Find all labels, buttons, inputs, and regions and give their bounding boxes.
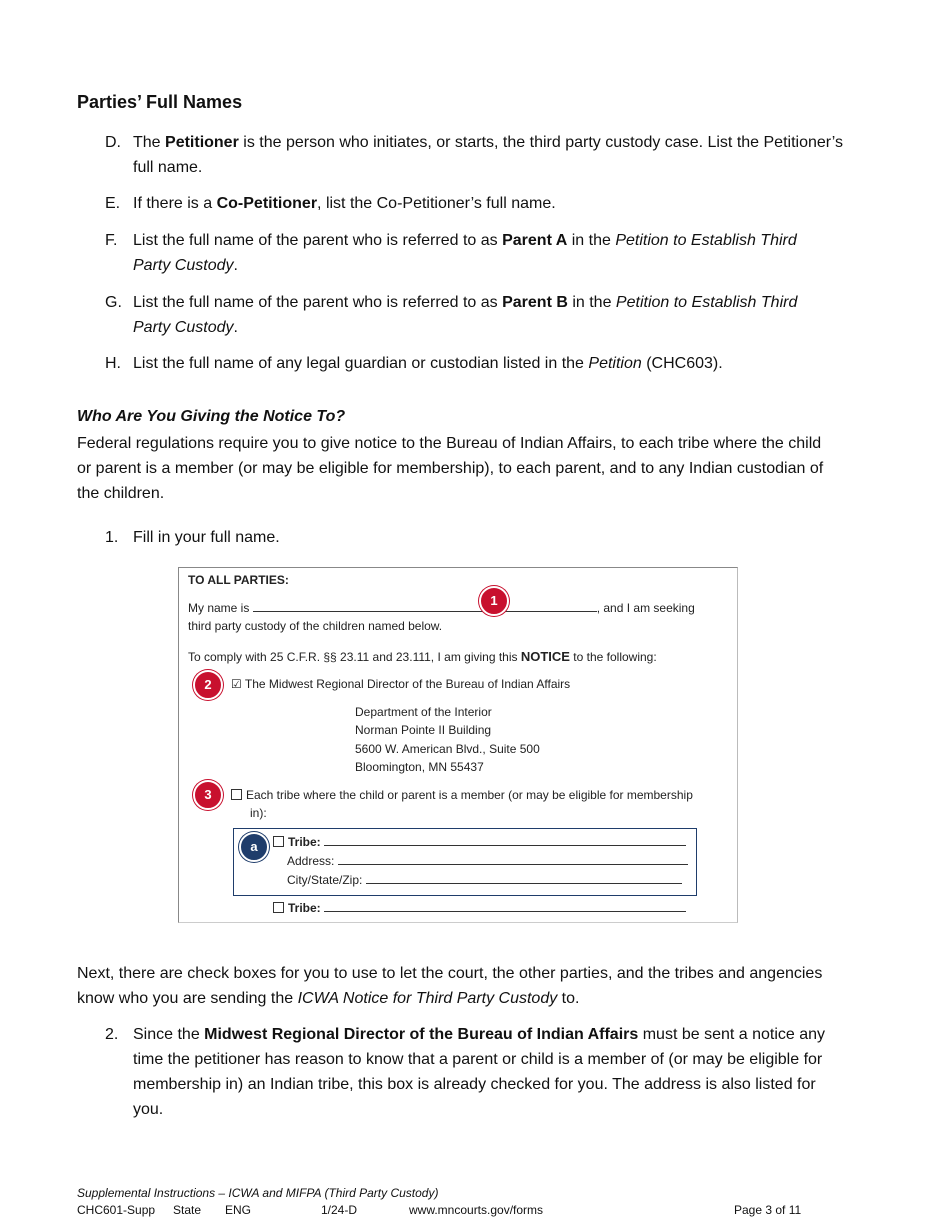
notice-paragraph: Federal regulations require you to give notice to the Bureau of Indian Affairs, to each tribe where the child or parent is a member (or may be eligible for membership), to each parent, and to any Indian custodian of the children. — [77, 435, 824, 502]
address-field: Address: — [287, 852, 688, 870]
footer-form-code: CHC601-Supp — [77, 1203, 156, 1217]
after-paragraph: Next, there are check boxes for you to use to let the court, the other parties, and the tribes and angencies know who you are sending the ICWA Notice for Third Party Custody to. — [77, 965, 823, 1007]
item-marker: D. — [105, 134, 121, 151]
tribe-entry-checkbox — [273, 836, 284, 847]
item-d-text: The Petitioner is the person who initiates, or starts, the third party custody case. List the Petitioner’s full name. — [133, 134, 843, 176]
footer-title: Supplemental Instructions – ICWA and MIFPA (Third Party Custody) — [77, 1186, 439, 1200]
bia-address-line: 5600 W. American Blvd., Suite 500 — [355, 742, 540, 756]
item-marker: G. — [105, 294, 122, 311]
step2-text: Since the Midwest Regional Director of the Bureau of Indian Affairs must be sent a notice any time the petitioner has reason to know that a parent or child is a member of (or may be eligible for membership in) an Indian tribe, this box is already checked for you. The address is also listed for you. — [133, 1026, 826, 1118]
badge-3: 3 — [193, 780, 223, 810]
step-marker: 2. — [105, 1026, 119, 1043]
item-h-text: List the full name of any legal guardian or custodian listed in the Petition (CHC603). — [133, 355, 723, 372]
item-marker: E. — [105, 195, 121, 212]
notice-subheading: Who Are You Giving the Notice To? — [77, 408, 346, 425]
section-heading: Parties’ Full Names — [77, 92, 243, 112]
bia-address-line: Department of the Interior — [355, 705, 492, 719]
step1-text: Fill in your full name. — [133, 529, 280, 546]
step-marker: 1. — [105, 529, 119, 546]
bia-address-line: Norman Pointe II Building — [355, 723, 492, 737]
tribe-field-2: Tribe: — [273, 899, 686, 917]
footer-page-number: Page 3 of 11 — [734, 1203, 802, 1217]
bia-checkbox-checked: ☑ — [231, 677, 242, 691]
tribe-blank — [324, 899, 686, 912]
item-marker: H. — [105, 355, 121, 372]
address-blank — [338, 852, 688, 865]
tribe-field: Tribe: — [273, 833, 686, 851]
footer-revision: 1/24-D — [321, 1203, 358, 1217]
badge-1: 1 — [479, 586, 509, 616]
form-tribe-line2: in): — [250, 806, 267, 820]
form-name-line: My name is , and I am seeking — [188, 601, 695, 615]
badge-2: 2 — [193, 670, 223, 700]
footer-state: State — [173, 1203, 202, 1217]
tribe-checkbox — [231, 789, 242, 800]
form-tribe-line: Each tribe where the child or parent is a member (or may be eligible for membership — [231, 786, 693, 804]
item-marker: F. — [105, 232, 118, 249]
form-comply-line: To comply with 25 C.F.R. §§ 23.11 and 23.111, I am giving this NOTICE to the following: — [188, 649, 657, 664]
name-blank — [253, 599, 597, 612]
tribe-blank — [324, 833, 686, 846]
city-field: City/State/Zip: — [287, 871, 682, 889]
tribe-entry-checkbox — [273, 902, 284, 913]
badge-a: a — [239, 832, 269, 862]
form-name-line2: third party custody of the children named below. — [188, 619, 443, 633]
footer-url: www.mncourts.gov/forms — [409, 1203, 544, 1217]
item-e-text: If there is a Co-Petitioner, list the Co-Petitioner’s full name. — [133, 195, 556, 212]
city-blank — [366, 871, 682, 884]
item-f-text: List the full name of the parent who is referred to as Parent A in the Petition to Establish Third Party Custody. — [133, 232, 797, 274]
form-bia-line: ☑ The Midwest Regional Director of the Bureau of Indian Affairs — [231, 677, 571, 691]
bia-address-line: Bloomington, MN 55437 — [355, 760, 484, 774]
item-g-text: List the full name of the parent who is referred to as Parent B in the Petition to Establish Third Party Custody. — [133, 294, 798, 336]
footer-language: ENG — [225, 1203, 252, 1217]
form-excerpt — [178, 567, 738, 923]
form-to-all-parties: TO ALL PARTIES: — [188, 573, 289, 587]
